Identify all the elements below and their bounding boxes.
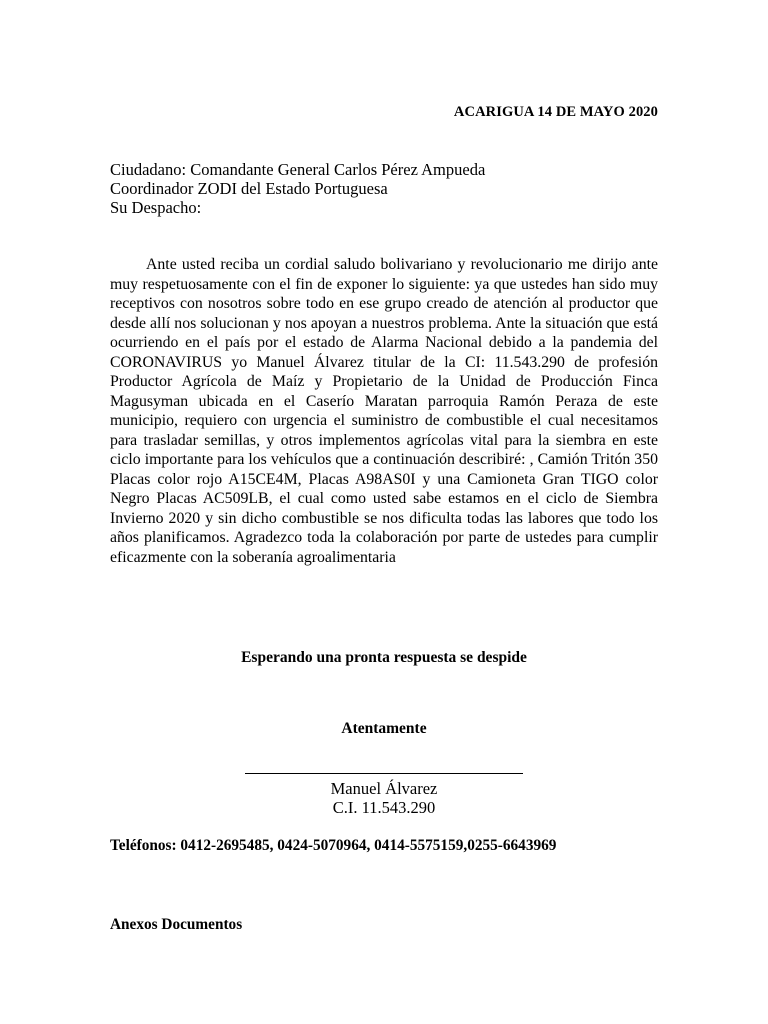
signature-line xyxy=(245,773,523,774)
signer-name: Manuel Álvarez xyxy=(330,779,438,798)
signer-id: C.I. 11.543.290 xyxy=(332,798,436,817)
addressee-name: Ciudadano: Comandante General Carlos Pérez Ampueda xyxy=(110,160,486,179)
phone-numbers: Teléfonos: 0412-2695485, 0424-5070964, 0414-5575159,0255-6643969 xyxy=(110,837,557,854)
letter-date: ACARIGUA 14 DE MAYO 2020 xyxy=(453,104,658,120)
annex-label: Anexos Documentos xyxy=(110,916,243,933)
sign-off: Atentamente xyxy=(341,720,427,737)
closing-phrase: Esperando una pronta respuesta se despide xyxy=(241,649,527,666)
letter-body: Ante usted reciba un cordial saludo bolivariano y revolucionario me dirijo ante muy respetuosamente con el fin de exponer lo siguiente: ya que ustedes han sido muy receptivos con nosotros sobre todo en ese grupo creado de atención al productor que desde allí nos solucionan y nos apoyan a nuestros problema. Ante la situación que está ocurriendo en el país por el estado de Alarma Nacional debido a la pandemia del CORONAVIRUS yo Manuel Álvarez titular de la CI: 11.543.290 de profesión Productor Agrícola de Maíz y Propietario de la Unidad de Producción Finca Magusyman ubicada en el Caserío Maratan parroquia Ramón Peraza de este municipio, requiero con urgencia el suministro de combustible el cual necesitamos para trasladar semillas, y otros implementos agrícolas vital para la siembra en este ciclo importante para los vehículos que a continuación describiré: , Camión Tritón 350 Placas color rojo A15CE4M, Placas A98AS0I y una Camioneta Gran TIGO color Negro Placas AC509LB, el cual como usted sabe estamos en el ciclo de Siembra Invierno 2020 y sin dicho combustible se nos dificulta todas las labores que todo los años planificamos. Agradezco toda la colaboración por parte de ustedes para cumplir eficazmente con la soberanía agroalimentaria xyxy=(110,256,658,566)
addressee-office: Su Despacho: xyxy=(110,198,202,217)
addressee-title: Coordinador ZODI del Estado Portuguesa xyxy=(110,179,388,198)
addressee-block xyxy=(110,160,658,217)
